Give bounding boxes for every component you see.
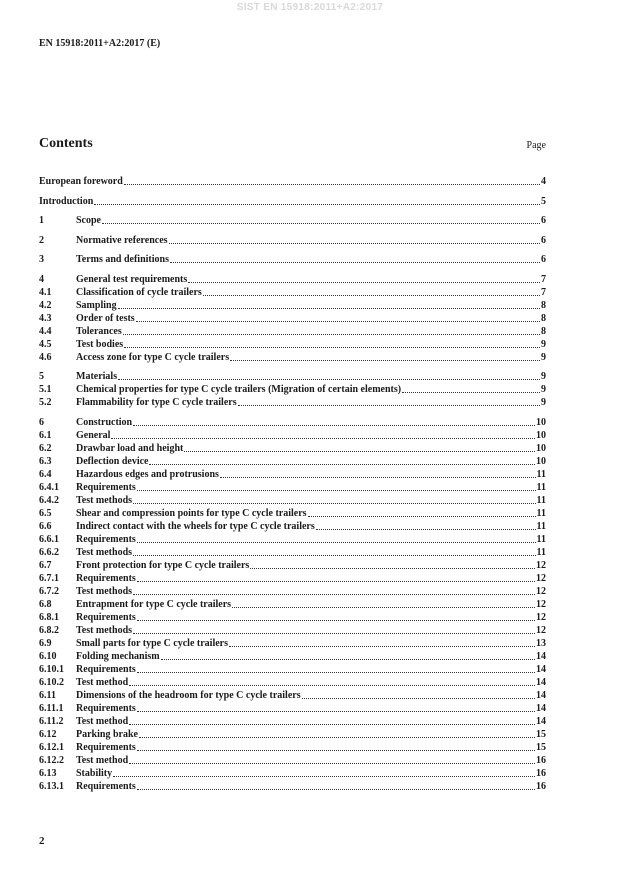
toc-entry[interactable] [39,754,546,767]
toc-entry-title: Front protection for type C cycle trailers [76,559,250,571]
toc-entry[interactable] [39,455,546,468]
toc-dot-leader [170,261,540,263]
toc-entry-page: 12 [536,572,546,584]
toc-entry[interactable] [39,689,546,702]
toc-dot-leader [232,606,535,608]
toc-dot-leader [230,359,540,361]
toc-dot-leader [203,294,540,296]
toc-entry-page: 9 [541,371,546,382]
toc-entry-number: 6.12 [39,728,57,740]
toc-entry-page: 14 [536,663,546,675]
toc-entry[interactable] [39,429,546,442]
toc-entry-number: 6.3 [39,455,52,467]
toc-entry[interactable] [39,468,546,481]
toc-entry[interactable] [39,396,546,409]
toc-entry-title: Folding mechanism [76,650,160,662]
toc-entry[interactable] [39,286,546,299]
toc-entry-number: 3 [39,254,44,265]
toc-entry-number: 6.12.1 [39,741,64,753]
toc-entry-title: Stability [76,767,113,779]
toc-dot-leader [220,476,536,478]
toc-dot-leader [137,710,535,712]
toc-entry-title: Construction [76,416,133,428]
toc-entry-page: 7 [541,273,546,285]
toc-dot-leader [149,463,535,465]
toc-entry[interactable] [39,325,546,338]
toc-entry-page: 6 [541,215,546,226]
toc-entry[interactable] [39,598,546,611]
toc-entry-number: 6.4.2 [39,494,59,506]
toc-dot-leader [250,567,535,569]
toc-entry[interactable] [39,559,546,572]
toc-dot-leader [111,437,535,439]
toc-entry-number: 4.1 [39,286,52,298]
toc-entry-page: 10 [536,442,546,454]
toc-entry-page: 9 [541,351,546,363]
toc-entry[interactable] [39,663,546,676]
toc-dot-leader [94,203,540,205]
toc-entry-page: 15 [536,728,546,740]
toc-entry[interactable] [39,702,546,715]
toc-entry-number: 6.7 [39,559,52,571]
toc-dot-leader [137,489,536,491]
toc-entry-title: Test methods [76,546,133,558]
toc-entry[interactable] [39,767,546,780]
toc-entry-number: 6.8 [39,598,52,610]
toc-entry[interactable] [39,780,546,793]
toc-entry[interactable] [39,416,546,429]
toc-entry[interactable] [39,728,546,741]
toc-entry-number: 6.7.2 [39,585,59,597]
toc-entry[interactable] [39,351,546,364]
toc-dot-leader [169,242,540,244]
toc-dot-leader [133,593,535,595]
toc-entry[interactable] [39,533,546,546]
toc-entry-title: European foreword [39,176,123,187]
toc-entry-page: 8 [541,299,546,311]
toc-dot-leader [136,320,540,322]
toc-entry-page: 11 [536,494,546,506]
toc-entry[interactable] [39,494,546,507]
toc-entry-number: 4.6 [39,351,52,363]
document-id: EN 15918:2011+A2:2017 (E) [39,38,161,49]
toc-dot-leader [129,723,535,725]
toc-entry-number: 2 [39,234,44,246]
toc-entry-number: 6.2 [39,442,52,454]
toc-entry-title: Terms and definitions [76,254,169,265]
toc-entry-page: 6 [541,254,546,265]
toc-entry[interactable] [39,611,546,624]
toc-entry-number: 6.6.1 [39,533,59,545]
toc-entry[interactable] [39,273,546,286]
toc-entry-title: Test method [76,715,129,727]
toc-dot-leader [133,632,535,634]
toc-entry-number: 6.6 [39,520,52,532]
toc-entry[interactable] [39,520,546,533]
toc-entry-number: 4 [39,273,44,285]
toc-entry-title: Test method [76,676,129,688]
toc-entry-page: 9 [541,338,546,350]
toc-entry-page: 6 [541,234,546,246]
toc-dot-leader [118,378,540,380]
toc-entry[interactable] [39,585,546,598]
toc-entry-number: 5 [39,371,44,382]
toc-dot-leader [302,697,535,699]
watermark: SIST EN 15918:2011+A2:2017 [236,2,384,13]
toc-entry[interactable] [39,253,546,266]
toc-entry-number: 6.5 [39,507,52,519]
toc-entry-page: 8 [541,325,546,337]
toc-entry-title: Entrapment for type C cycle trailers [76,598,232,610]
toc-entry-title: Sampling [76,299,117,311]
toc-entry-page: 10 [536,429,546,441]
toc-entry-title: Dimensions of the headroom for type C cycle trailers [76,689,301,701]
toc-entry-number: 6.4 [39,468,52,480]
toc-entry-title: Normative references [76,234,168,246]
toc-dot-leader [102,222,540,224]
toc-entry-page: 5 [541,195,546,207]
toc-entry-number: 6 [39,416,44,428]
toc-entry-title: Requirements [76,663,136,675]
toc-entry-title: Test methods [76,494,133,506]
toc-entry-title: Hazardous edges and protrusions [76,468,219,480]
toc-entry[interactable] [39,481,546,494]
toc-entry[interactable] [39,175,546,188]
toc-entry-title: General test requirements [76,273,188,285]
toc-entry-number: 6.10.1 [39,663,64,675]
toc-entry-title: Materials [76,371,118,382]
toc-entry-title: Order of tests [76,312,135,324]
toc-entry-title: Requirements [76,702,136,714]
toc-entry-number: 6.13.1 [39,780,64,792]
toc-entry-title: Requirements [76,611,136,623]
toc-entry-number: 6.13 [39,767,57,779]
toc-entry-number: 6.4.1 [39,481,59,493]
page-number: 2 [39,835,45,847]
toc-dot-leader [308,515,536,517]
toc-entry-number: 6.6.2 [39,546,59,558]
toc-entry[interactable] [39,299,546,312]
toc-entry-page: 13 [536,637,546,649]
toc-entry-page: 14 [536,676,546,688]
toc-entry-title: General [76,429,111,441]
toc-entry[interactable] [39,234,546,247]
toc-entry-number: 4.5 [39,338,52,350]
toc-dot-leader [188,281,540,283]
toc-entry-title: Access zone for type C cycle trailers [76,351,230,363]
toc-dot-leader [124,346,540,348]
toc-entry-page: 11 [536,533,546,545]
toc-entry-number: 4.3 [39,312,52,324]
toc-entry-page: 10 [536,416,546,428]
toc-entry-title: Classification of cycle trailers [76,286,202,298]
toc-entry-page: 11 [536,520,546,532]
toc-entry-page: 11 [536,507,546,519]
toc-entry-page: 12 [536,611,546,623]
toc-dot-leader [137,671,535,673]
toc-entry-number: 5.2 [39,397,52,408]
toc-entry-page: 16 [536,780,546,792]
toc-entry-page: 12 [536,585,546,597]
toc-entry-page: 16 [536,767,546,779]
toc-entry-page: 10 [536,455,546,467]
toc-entry-page: 14 [536,650,546,662]
toc-entry-page: 11 [536,546,546,558]
toc-dot-leader [129,762,535,764]
toc-entry-title: Scope [76,215,101,226]
toc-dot-leader [133,424,535,426]
toc-dot-leader [129,684,535,686]
toc-dot-leader [139,736,535,738]
toc-entry-title: Deflection device [76,455,149,467]
toc-entry-title: Flammability for type C cycle trailers [76,397,237,408]
toc-entry-title: Test methods [76,585,133,597]
toc-entry[interactable] [39,715,546,728]
toc-dot-leader [316,528,536,530]
toc-dot-leader [137,580,535,582]
toc-entry[interactable] [39,383,546,396]
toc-entry-page: 14 [536,689,546,701]
toc-dot-leader [137,788,535,790]
toc-dot-leader [133,554,536,556]
toc-entry[interactable] [39,370,546,383]
toc-entry-title: Indirect contact with the wheels for type C cycle trailers [76,520,315,532]
toc-entry-number: 6.1 [39,429,52,441]
toc-entry[interactable] [39,676,546,689]
toc-entry-page: 12 [536,624,546,636]
toc-entry-page: 9 [541,397,546,408]
toc-entry[interactable] [39,546,546,559]
toc-entry-title: Parking brake [76,728,138,740]
toc-entry-title: Shear and compression points for type C cycle trailers [76,507,307,519]
toc-entry-number: 5.1 [39,384,52,395]
toc-dot-leader [137,619,535,621]
toc-entry[interactable] [39,572,546,585]
toc-entry-title: Chemical properties for type C cycle trailers (Migration of certain elements) [76,384,402,395]
toc-entry-title: Test method [76,754,129,766]
toc-entry-number: 6.8.1 [39,611,59,623]
toc-entry-title: Tolerances [76,325,122,337]
toc-entry-page: 11 [536,481,546,493]
toc-entry-number: 4.2 [39,299,52,311]
toc-entry-number: 6.10 [39,650,57,662]
toc-entry-page: 16 [536,754,546,766]
toc-entry-title: Requirements [76,481,136,493]
toc-entry[interactable] [39,741,546,754]
toc-entry-page: 12 [536,559,546,571]
toc-entry-number: 6.11.2 [39,715,64,727]
toc-entry[interactable] [39,442,546,455]
toc-entry-page: 12 [536,598,546,610]
toc-dot-leader [229,645,535,647]
toc-dot-leader [161,658,535,660]
toc-entry-page: 7 [541,286,546,298]
toc-entry-title: Requirements [76,780,136,792]
toc-entry-page: 14 [536,715,546,727]
toc-dot-leader [402,391,540,393]
toc-entry[interactable] [39,624,546,637]
toc-dot-leader [184,450,535,452]
toc-entry-number: 6.7.1 [39,572,59,584]
toc-entry[interactable] [39,650,546,663]
toc-dot-leader [238,404,540,406]
toc-entry-number: 4.4 [39,325,52,337]
toc-entry-page: 9 [541,384,546,395]
page-column-label: Page [526,140,546,151]
toc-dot-leader [113,775,535,777]
toc-dot-leader [133,502,536,504]
contents-heading: Contents [39,136,93,151]
toc-entry-title: Requirements [76,741,136,753]
toc-entry-title: Requirements [76,533,136,545]
toc-dot-leader [137,541,536,543]
toc-entry-title: Test bodies [76,338,124,350]
toc-entry-number: 1 [39,215,44,226]
toc-entry-title: Test methods [76,624,133,636]
toc-dot-leader [118,307,540,309]
toc-entry[interactable] [39,637,546,650]
toc-entry[interactable] [39,214,546,227]
toc-entry-title: Requirements [76,572,136,584]
toc-entry-page: 8 [541,312,546,324]
toc-entry-page: 15 [536,741,546,753]
toc-entry-number: 6.10.2 [39,676,64,688]
toc-entry-page: 11 [536,468,546,480]
toc-dot-leader [123,333,540,335]
table-of-contents [39,175,546,793]
toc-entry[interactable] [39,338,546,351]
toc-entry-page: 14 [536,702,546,714]
toc-entry-title: Small parts for type C cycle trailers [76,637,228,649]
toc-entry-number: 6.9 [39,637,52,649]
toc-entry[interactable] [39,507,546,520]
toc-entry-title: Introduction [39,195,94,207]
toc-entry-number: 6.11.1 [39,702,64,714]
toc-entry-number: 6.11 [39,689,56,701]
toc-entry[interactable] [39,195,546,208]
toc-entry-page: 4 [541,176,546,187]
toc-entry-number: 6.12.2 [39,754,64,766]
toc-dot-leader [124,183,540,185]
toc-entry-title: Drawbar load and height [76,442,184,454]
toc-dot-leader [137,749,535,751]
toc-entry-number: 6.8.2 [39,624,59,636]
toc-entry[interactable] [39,312,546,325]
